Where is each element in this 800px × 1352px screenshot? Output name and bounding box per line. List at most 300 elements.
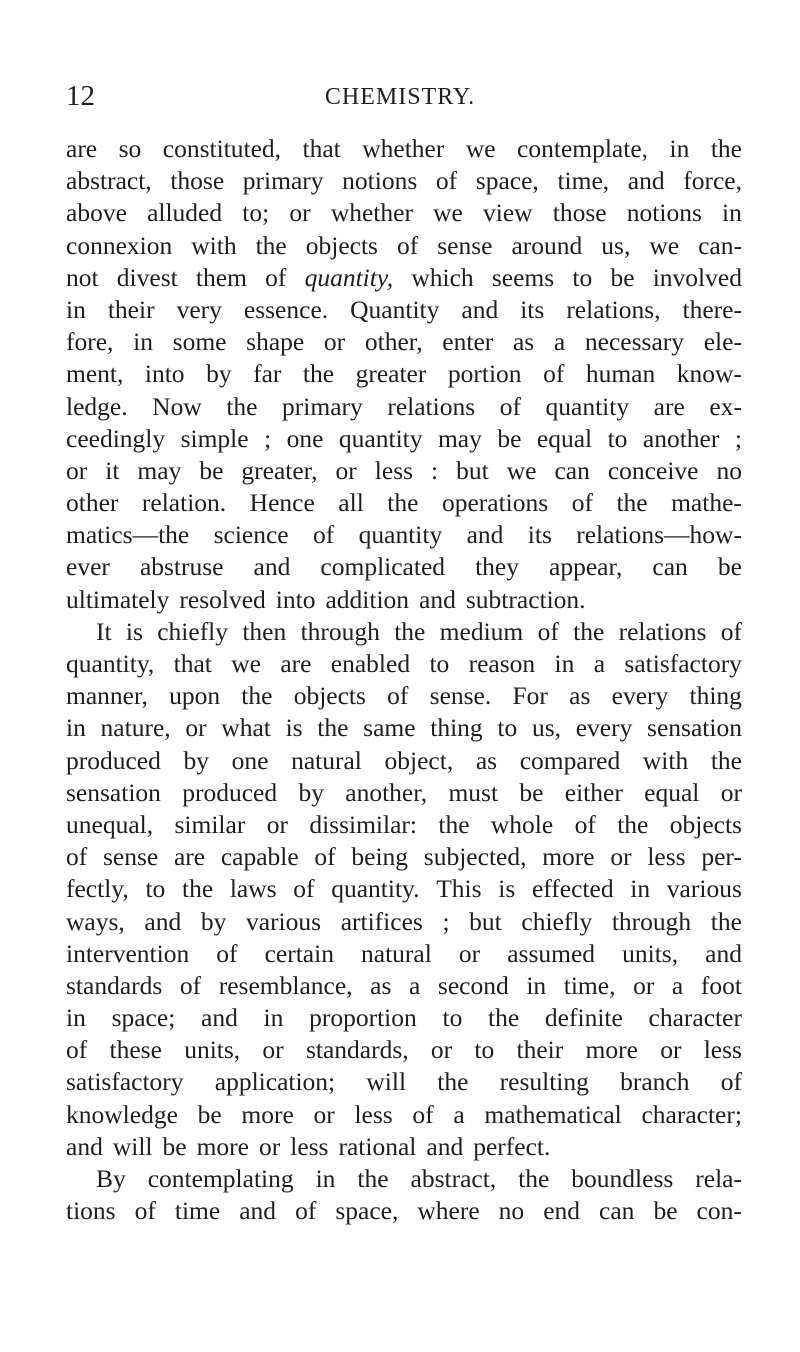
word: of bbox=[499, 391, 521, 421]
word: where bbox=[417, 1196, 480, 1226]
word: involved bbox=[652, 262, 742, 292]
word: may bbox=[137, 455, 182, 485]
word: in bbox=[722, 198, 742, 228]
word: or bbox=[66, 455, 88, 485]
word: resolved bbox=[179, 584, 266, 614]
word: relations bbox=[387, 391, 476, 421]
text-line bbox=[66, 584, 742, 616]
word: us, bbox=[531, 713, 561, 743]
word: or bbox=[660, 1035, 682, 1065]
word: quantity, bbox=[304, 262, 394, 292]
word: abstruse bbox=[139, 552, 224, 582]
word: know- bbox=[676, 359, 742, 389]
word: portion bbox=[447, 359, 522, 389]
word: in bbox=[66, 294, 86, 324]
word: thing bbox=[689, 681, 742, 711]
word: subjected, bbox=[423, 842, 527, 872]
word: contemplate, bbox=[517, 134, 649, 163]
word: ever bbox=[66, 552, 110, 582]
running-title: CHEMISTRY. bbox=[324, 84, 476, 110]
word: no bbox=[498, 1196, 525, 1226]
word: into bbox=[144, 359, 185, 389]
text-line bbox=[66, 165, 742, 197]
word: relations, bbox=[566, 294, 661, 324]
word: thing bbox=[430, 713, 483, 743]
word: no bbox=[716, 455, 742, 485]
word: their bbox=[107, 294, 155, 324]
word: equal bbox=[644, 777, 700, 807]
word: sensation bbox=[647, 713, 742, 743]
word: relations bbox=[618, 616, 707, 646]
word: being bbox=[351, 842, 409, 872]
word: rela- bbox=[695, 1164, 742, 1193]
text-line bbox=[66, 197, 742, 229]
word: then bbox=[242, 616, 287, 646]
word: complicated bbox=[320, 552, 446, 582]
word: or bbox=[720, 777, 742, 807]
word: of bbox=[387, 681, 409, 711]
word: or bbox=[458, 938, 481, 968]
word: whole bbox=[490, 809, 554, 839]
word: and bbox=[239, 1196, 277, 1226]
word: or bbox=[185, 713, 207, 743]
word: seems bbox=[491, 262, 555, 292]
word: resemblance, bbox=[218, 970, 353, 1000]
word: a bbox=[671, 970, 684, 1000]
word: application; bbox=[214, 1067, 336, 1097]
word: boundless bbox=[571, 1164, 674, 1193]
word: to bbox=[497, 713, 518, 743]
text-line bbox=[66, 358, 742, 390]
word: the bbox=[573, 616, 605, 646]
word: as bbox=[512, 327, 535, 357]
word: subtraction. bbox=[465, 584, 586, 614]
word: more bbox=[241, 1099, 294, 1129]
word: certain bbox=[264, 938, 334, 968]
body-text bbox=[66, 133, 742, 1227]
word: con- bbox=[696, 1196, 742, 1226]
word: a bbox=[553, 327, 566, 357]
word: which bbox=[411, 262, 474, 292]
word: of bbox=[293, 874, 315, 904]
text-line bbox=[66, 551, 742, 583]
text-line bbox=[66, 809, 742, 841]
text-line bbox=[66, 745, 742, 777]
word: or bbox=[313, 1099, 335, 1129]
word: it bbox=[105, 455, 120, 485]
word: in bbox=[315, 1164, 336, 1193]
word: necessary bbox=[584, 327, 685, 357]
word: unequal, bbox=[66, 809, 154, 839]
text-line bbox=[66, 648, 742, 680]
word: objects bbox=[293, 681, 366, 711]
word: of bbox=[295, 1196, 317, 1226]
word: above bbox=[66, 198, 127, 228]
word: other bbox=[66, 488, 119, 518]
word: second bbox=[437, 970, 509, 1000]
word: relation. bbox=[141, 488, 227, 518]
word: in bbox=[133, 327, 153, 357]
word: less bbox=[647, 842, 686, 872]
word: natural bbox=[291, 745, 362, 775]
word: the bbox=[617, 809, 649, 839]
word: but bbox=[469, 906, 502, 936]
word: standards bbox=[66, 970, 163, 1000]
text-line bbox=[66, 519, 742, 551]
word: ultimately bbox=[66, 584, 170, 614]
word: and bbox=[627, 166, 665, 196]
word: ways, bbox=[66, 906, 125, 936]
word: capable bbox=[220, 842, 299, 872]
word: knowledge bbox=[66, 1099, 178, 1129]
word: the bbox=[394, 616, 426, 646]
word: fectly, bbox=[66, 874, 129, 904]
word: satisfactory bbox=[624, 649, 742, 678]
word: one bbox=[286, 423, 324, 453]
word: of bbox=[179, 970, 202, 1000]
word: in bbox=[263, 1003, 284, 1033]
text-line bbox=[66, 455, 742, 487]
word: ; bbox=[264, 423, 272, 453]
word: some bbox=[172, 327, 227, 357]
word: in bbox=[554, 649, 575, 678]
word: end bbox=[543, 1196, 581, 1226]
word: view bbox=[483, 198, 533, 228]
word: we bbox=[433, 198, 463, 228]
word: every bbox=[575, 713, 633, 743]
word: its bbox=[527, 520, 552, 550]
word: character; bbox=[641, 1099, 742, 1129]
word: there- bbox=[682, 294, 742, 324]
word: definite bbox=[544, 1003, 623, 1033]
running-head bbox=[0, 80, 800, 120]
word: other, bbox=[364, 327, 423, 357]
word: the bbox=[226, 391, 258, 421]
word: proportion bbox=[309, 1003, 417, 1033]
word: be bbox=[519, 777, 544, 807]
word: and bbox=[466, 520, 504, 550]
word: the bbox=[710, 134, 742, 163]
word: can bbox=[554, 455, 590, 485]
word: contemplating bbox=[147, 1164, 294, 1193]
word: intervention bbox=[66, 938, 190, 968]
text-line bbox=[66, 906, 742, 938]
word: This bbox=[436, 874, 482, 904]
text-line bbox=[66, 133, 742, 165]
word: satisfactory bbox=[66, 1067, 184, 1097]
word: be bbox=[197, 1099, 222, 1129]
word: ele- bbox=[703, 327, 742, 357]
word: matics—the bbox=[66, 520, 190, 550]
word: may bbox=[437, 423, 482, 453]
word: so bbox=[118, 134, 142, 163]
word: and bbox=[66, 1131, 103, 1161]
word: produced bbox=[182, 777, 278, 807]
word: or bbox=[633, 970, 655, 1000]
word: not bbox=[66, 262, 99, 292]
word: sense bbox=[102, 842, 159, 872]
word: by bbox=[298, 777, 324, 807]
word: time bbox=[174, 1196, 221, 1226]
word: same bbox=[363, 713, 416, 743]
word: be bbox=[610, 262, 635, 292]
word: upon bbox=[169, 681, 221, 711]
word: compared bbox=[519, 745, 621, 775]
word: another, bbox=[345, 777, 428, 807]
word: can bbox=[652, 552, 688, 582]
word: to; bbox=[242, 198, 270, 228]
word: equal bbox=[536, 423, 593, 453]
word: are bbox=[653, 391, 685, 421]
word: divest bbox=[116, 262, 178, 292]
word: be bbox=[653, 1196, 678, 1226]
word: abstract, bbox=[410, 1164, 497, 1193]
word: the bbox=[255, 230, 287, 260]
word: manner, bbox=[66, 681, 148, 711]
word: Hence bbox=[249, 488, 315, 518]
word: less bbox=[703, 1035, 742, 1065]
word: ex- bbox=[709, 391, 742, 421]
word: by bbox=[183, 745, 210, 775]
word: less bbox=[290, 1131, 329, 1161]
word: or bbox=[266, 809, 288, 839]
word: of bbox=[134, 1196, 156, 1226]
word: connexion bbox=[66, 230, 173, 260]
word: chiefly bbox=[157, 616, 229, 646]
word: are bbox=[173, 842, 206, 872]
word: be bbox=[497, 423, 522, 453]
word: : bbox=[431, 455, 439, 485]
text-line bbox=[66, 391, 742, 423]
word: fore, bbox=[66, 327, 114, 357]
word: as bbox=[569, 681, 591, 711]
word: all bbox=[338, 488, 364, 518]
word: of bbox=[66, 1035, 88, 1065]
word: greater, bbox=[241, 455, 318, 485]
word: enabled bbox=[330, 649, 411, 678]
word: or bbox=[258, 1131, 281, 1161]
word: per- bbox=[701, 842, 742, 872]
text-line bbox=[66, 230, 742, 262]
word: or bbox=[289, 198, 311, 228]
word: less bbox=[354, 1099, 393, 1129]
word: sense. bbox=[429, 681, 492, 711]
word: of bbox=[720, 1067, 742, 1097]
word: mathe- bbox=[671, 488, 742, 518]
word: another bbox=[642, 423, 720, 453]
word: to bbox=[442, 1003, 463, 1033]
word: quantity. bbox=[331, 874, 420, 904]
word: the bbox=[518, 1164, 550, 1193]
word: through bbox=[300, 616, 380, 646]
word: in bbox=[66, 1003, 86, 1033]
word: of bbox=[543, 359, 565, 389]
word: a bbox=[593, 649, 606, 678]
text-line bbox=[66, 616, 742, 648]
word: but bbox=[456, 455, 489, 485]
word: tions bbox=[66, 1196, 116, 1226]
word: or bbox=[335, 455, 357, 485]
word: and bbox=[144, 906, 182, 936]
word: essence. bbox=[243, 294, 329, 324]
word: to bbox=[572, 262, 593, 292]
word: Now bbox=[152, 391, 202, 421]
word: of bbox=[574, 809, 596, 839]
word: various bbox=[246, 906, 322, 936]
word: by bbox=[200, 906, 227, 936]
word: the bbox=[357, 1164, 389, 1193]
word: various bbox=[666, 874, 742, 904]
text-line bbox=[66, 841, 742, 873]
word: For bbox=[512, 681, 548, 711]
word: of bbox=[720, 616, 742, 646]
word: what bbox=[221, 713, 271, 743]
word: quantity, bbox=[66, 649, 155, 678]
word: time, bbox=[563, 970, 616, 1000]
word: as bbox=[475, 745, 498, 775]
word: foot bbox=[700, 970, 742, 1000]
page-number: 12 bbox=[66, 80, 95, 112]
word: chiefly bbox=[521, 906, 593, 936]
text-line bbox=[66, 938, 742, 970]
word: to bbox=[429, 649, 450, 678]
word: with bbox=[642, 745, 689, 775]
word: of bbox=[265, 262, 287, 292]
word: character bbox=[648, 1003, 742, 1033]
word: and bbox=[253, 552, 291, 582]
text-line bbox=[66, 1195, 742, 1227]
word: relations—how- bbox=[576, 520, 742, 550]
word: of bbox=[412, 1099, 434, 1129]
word: of bbox=[314, 842, 336, 872]
text-line bbox=[66, 1099, 742, 1131]
word: dissimilar: bbox=[309, 809, 417, 839]
word: in bbox=[526, 970, 547, 1000]
text-line bbox=[66, 1163, 742, 1195]
word: sensation bbox=[66, 777, 161, 807]
word: perfect. bbox=[473, 1131, 551, 1161]
text-line bbox=[66, 1034, 742, 1066]
word: those bbox=[552, 198, 607, 228]
word: more bbox=[585, 1035, 638, 1065]
word: are bbox=[280, 649, 312, 678]
word: in bbox=[669, 134, 690, 163]
word: similar bbox=[174, 809, 246, 839]
word: enter bbox=[442, 327, 494, 357]
word: them bbox=[195, 262, 247, 292]
word: a bbox=[409, 970, 421, 1000]
word: that bbox=[173, 649, 212, 678]
word: very bbox=[176, 294, 222, 324]
word: of bbox=[537, 616, 559, 646]
word: and bbox=[201, 1003, 238, 1033]
word: objects bbox=[305, 230, 378, 260]
word: can- bbox=[698, 230, 742, 260]
text-line bbox=[66, 873, 742, 905]
word: more bbox=[196, 1131, 249, 1161]
word: around bbox=[511, 230, 583, 260]
word: greater bbox=[355, 359, 427, 389]
word: quantity bbox=[338, 423, 423, 453]
word: their bbox=[516, 1035, 564, 1065]
word: It bbox=[96, 616, 112, 646]
word: of bbox=[396, 230, 419, 260]
word: of bbox=[66, 842, 88, 872]
word: constituted, bbox=[162, 134, 282, 163]
word: far bbox=[253, 359, 282, 389]
word: will bbox=[112, 1131, 153, 1161]
word: we bbox=[506, 455, 537, 485]
word: effected bbox=[531, 874, 614, 904]
word: objects bbox=[669, 809, 742, 839]
word: of bbox=[313, 520, 335, 550]
text-line bbox=[66, 1066, 742, 1098]
word: produced bbox=[66, 745, 161, 775]
word: artifices bbox=[340, 906, 423, 936]
word: to bbox=[607, 423, 628, 453]
word: or bbox=[262, 1035, 284, 1065]
word: laws bbox=[229, 874, 277, 904]
word: with bbox=[191, 230, 237, 260]
word: or bbox=[610, 842, 632, 872]
word: units, bbox=[184, 1035, 241, 1065]
word: in bbox=[630, 874, 651, 904]
word: these bbox=[109, 1035, 162, 1065]
word: through bbox=[611, 906, 692, 936]
word: the bbox=[302, 359, 335, 389]
word: of bbox=[435, 166, 458, 196]
word: operations bbox=[441, 488, 549, 518]
word: ledge. bbox=[66, 391, 128, 421]
word: of bbox=[571, 488, 593, 518]
text-line bbox=[66, 326, 742, 358]
word: or bbox=[430, 1035, 453, 1065]
text-line bbox=[66, 1131, 742, 1163]
word: ; bbox=[734, 423, 742, 453]
word: standards, bbox=[305, 1035, 409, 1065]
text-line bbox=[66, 294, 742, 326]
word: assumed bbox=[507, 938, 596, 968]
word: primary bbox=[282, 391, 363, 421]
word: that bbox=[302, 134, 341, 163]
word: resulting bbox=[499, 1067, 589, 1097]
text-line bbox=[66, 970, 742, 1002]
word: we bbox=[465, 134, 496, 163]
word: time, bbox=[557, 166, 610, 196]
word: to bbox=[145, 874, 166, 904]
word: appear, bbox=[549, 552, 623, 582]
word: the bbox=[710, 906, 742, 936]
word: notions bbox=[626, 198, 702, 228]
word: be bbox=[717, 552, 742, 582]
word: medium bbox=[439, 616, 524, 646]
word: object, bbox=[384, 745, 454, 775]
word: we bbox=[231, 649, 261, 678]
word: is bbox=[498, 874, 516, 904]
word: must bbox=[448, 777, 499, 807]
word: and bbox=[461, 294, 499, 324]
word: and bbox=[419, 584, 456, 614]
word: science bbox=[213, 520, 289, 550]
word: sense bbox=[437, 230, 493, 260]
word: shape bbox=[246, 327, 305, 357]
word: into bbox=[275, 584, 316, 614]
word: whether bbox=[362, 134, 445, 163]
word: less bbox=[374, 455, 414, 485]
word: and bbox=[426, 1131, 464, 1161]
word: quantity bbox=[358, 520, 443, 550]
word: the bbox=[182, 874, 214, 904]
